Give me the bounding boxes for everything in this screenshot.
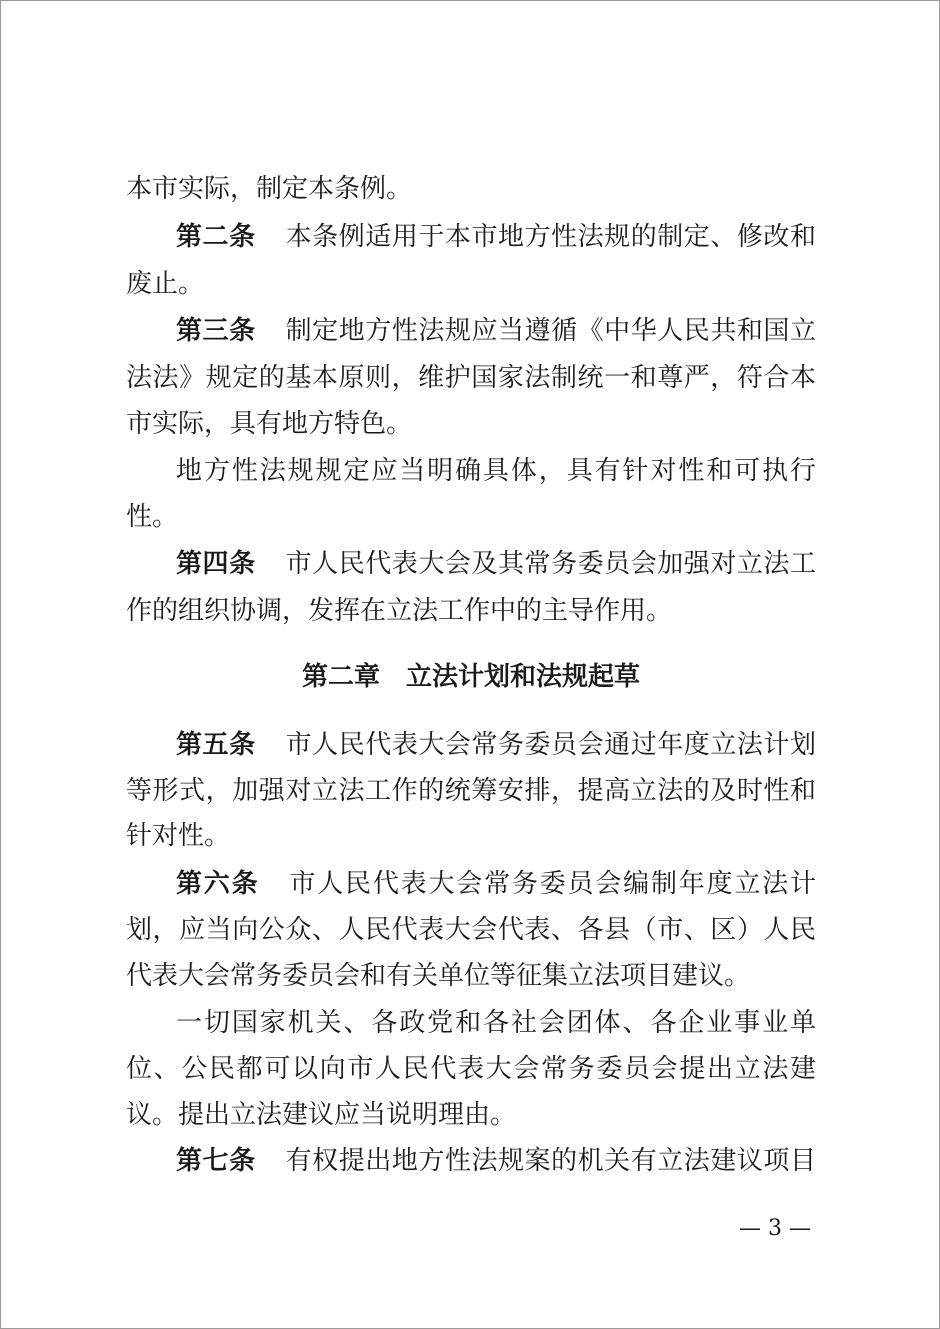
article-6-line [176,867,816,901]
text-line: 废止。 [126,269,205,299]
article-4-line [176,547,816,581]
text-line: 本条例适用于本市地方性法规的制定、修改和 [285,222,816,252]
text-line: 法法》规定的基本原则，维护国家法制统一和尊严，符合本 [126,363,816,393]
article-5-line [176,728,816,762]
article-label: 第二条 [176,222,256,252]
article-7-line [176,1144,816,1178]
text-line: 作的组织协调，发挥在立法工作中的主导作用。 [126,596,673,626]
text-line: 划，应当向公众、人民代表大会代表、各县（市、区）人民 [126,915,816,945]
text-line: 针对性。 [126,821,231,851]
article-label: 第三条 [176,316,256,346]
text-line: 位、公民都可以向市人民代表大会常务委员会提出立法建 [126,1054,816,1084]
text-line: 等形式，加强对立法工作的统筹安排，提高立法的及时性和 [126,776,816,806]
text-line: 有权提出地方性法规案的机关有立法建议项目 [285,1146,816,1176]
text-line: 市人民代表大会常务委员会通过年度立法计划 [285,730,816,760]
text-line: 一切国家机关、各政党和各社会团体、各企业事业单 [176,1008,816,1038]
text-line: 性。 [126,502,179,532]
article-label: 第四条 [176,549,256,579]
text-line: 制定地方性法规应当遵循《中华人民共和国立 [285,316,816,346]
article-label: 第七条 [176,1146,256,1176]
text-line: 地方性法规规定应当明确具体，具有针对性和可执行 [176,456,816,486]
text-line: 议。提出立法建议应当说明理由。 [126,1100,517,1130]
article-label: 第六条 [176,869,260,899]
text-line: 代表大会常务委员会和有关单位等征集立法项目建议。 [126,961,751,991]
text-line: 市人民代表大会常务委员会编制年度立法计 [289,869,816,899]
article-2-line [176,220,816,254]
text-line: 市人民代表大会及其常务委员会加强对立法工 [285,549,816,579]
article-3-line [176,314,816,348]
text-line: 市实际，具有地方特色。 [126,409,413,439]
article-label: 第五条 [176,730,256,760]
text-line: 本市实际，制定本条例。 [126,174,413,204]
page-number: — 3 — [739,1216,811,1241]
chapter-heading: 第二章 立法计划和法规起草 [301,662,640,692]
